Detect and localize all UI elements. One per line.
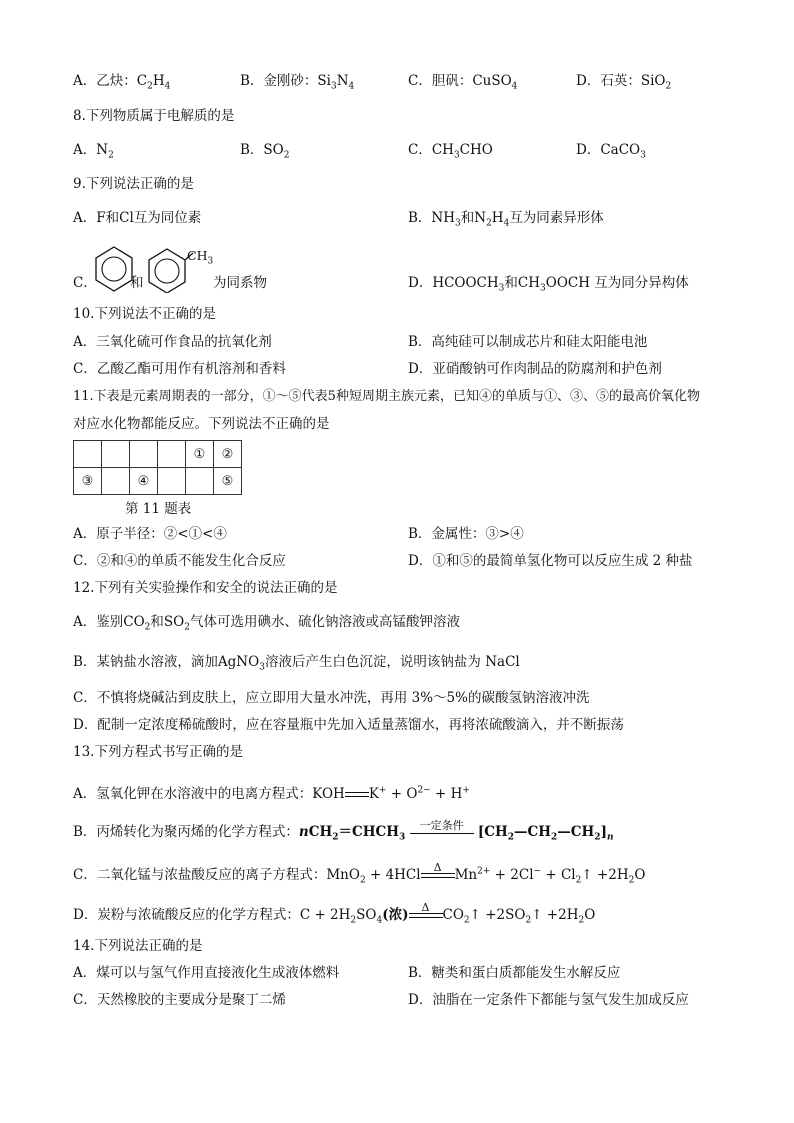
q7-option-b: B．金刚砂：$Si_3N_4$ [240,73,355,92]
q10-option-b: B．高纯硅可以制成芯片和硅太阳能电池 [408,334,648,350]
pt-cell: ④ [130,468,158,495]
q14-stem: 14.下列说法正确的是 [73,938,203,954]
pt-cell: ② [214,441,242,468]
heat-equals-sign: Δ [421,862,455,878]
q9-stem: 9.下列说法正确的是 [73,176,194,192]
q13-stem: 13.下列方程式书写正确的是 [73,744,243,760]
q11-stem-line2: 对应水化物都能反应。下列说法不正确的是 [73,416,330,432]
q13-option-b: B．丙烯转化为聚丙烯的化学方程式：$nCH_2=CHCH_3$ 一定条件 $[CH_2—CH_2—CH_2]_n$ [73,818,614,843]
pt-cell [158,441,186,468]
q11-stem-line1: 11.下表是元素周期表的一部分，①～⑤代表5种短周期主族元素，已知④的单质与①、③、⑤的最高价氧化物 [73,389,700,404]
q11-option-a: A．原子半径：②<①<④ [73,526,227,542]
table-caption: 第 11 题表 [125,501,192,517]
q10-option-d: D．亚硝酸钠可作肉制品的防腐剂和护色剂 [408,361,662,377]
q11-option-b: B．金属性：③>④ [408,526,524,542]
pt-cell [74,441,102,468]
q8-option-c: C．$CH_3CHO$ [408,142,493,161]
q9-option-c-text: 为同系物 [213,275,267,291]
q12-option-b: B．某钠盐水溶液，滴加AgNO$_3$溶液后产生白色沉淀，说明该钠盐为 NaCl [73,654,520,673]
q10-stem: 10.下列说法不正确的是 [73,306,216,322]
pt-cell [102,441,130,468]
heat-equals-sign: Δ [409,902,443,918]
methyl-group-label: $CH_3$ [187,248,214,267]
q12-option-c: C．不慎将烧碱沾到皮肤上，应立即用大量水冲洗，再用 3%～5%的碳酸氢钠溶液冲洗 [73,690,590,706]
q8-stem: 8.下列物质属于电解质的是 [73,108,235,124]
q14-option-c: C．天然橡胶的主要成分是聚丁二烯 [73,992,286,1008]
q7-option-a: A．乙炔：$C_2H_4$ [73,73,171,92]
q11-option-d: D．①和⑤的最简单氢化物可以反应生成 2 种盐 [408,553,693,569]
q9-option-a: A．F和Cl互为同位素 [73,210,202,226]
reaction-arrow: 一定条件 [410,820,474,834]
q13-option-c: C．二氧化锰与浓盐酸反应的离子方程式：MnO$_2$ + 4HCl Δ $Mn^{2+} + 2Cl^-$ + $Cl_2↑ +2H_2O$ [73,860,646,886]
q9-option-c-label: C． [73,275,97,291]
pt-cell [186,468,214,495]
q8-option-d: D．CaCO$_3$ [576,142,646,161]
q14-option-a: A．煤可以与氢气作用直接液化生成液体燃料 [73,965,340,981]
q10-option-c: C．乙酸乙酯可用作有机溶剂和香料 [73,361,286,377]
q7-option-d: D．石英：SiO$_2$ [576,73,672,92]
pt-cell [130,441,158,468]
q13-option-d: D．炭粉与浓硫酸反应的化学方程式：$C + 2H_2SO_4$(浓) Δ $CO_2↑$ $+2SO_2↑ +2H_2O$ [73,900,596,926]
q14-option-b: B．糖类和蛋白质都能发生水解反应 [408,965,621,981]
q8-option-b: B．$SO_2$ [240,142,290,161]
q7-option-c: C．胆矾：CuSO$_4$ [408,73,518,92]
pt-cell [158,468,186,495]
q8-option-a: A．$N_2$ [73,142,114,161]
pt-cell: ③ [74,468,102,495]
pt-cell: ① [186,441,214,468]
q12-option-d: D．配制一定浓度稀硫酸时，应在容量瓶中先加入适量蒸馏水，再将浓硫酸滴入，并不断振荡 [73,717,624,733]
pt-cell [102,468,130,495]
q14-option-d: D．油脂在一定条件下都能与氢气发生加成反应 [408,992,689,1008]
q13-option-a: A．氢氧化钾在水溶液中的电离方程式：KOH $K^+ + O^{2-} + H^+$ [73,785,470,802]
q11-option-c: C．②和④的单质不能发生化合反应 [73,553,286,569]
periodic-table-fragment [73,440,242,495]
q10-option-a: A．三氧化硫可作食品的抗氧化剂 [73,334,272,350]
q9-option-b: B．$NH_3$和$N_2H_4$互为同素异形体 [408,210,604,229]
q9-option-c-and: 和 [130,275,144,291]
equals-sign [345,792,369,797]
q9-option-d: D．$HCOOCH_3$和$CH_3OOCH$ 互为同分异构体 [408,275,689,294]
q12-stem: 12.下列有关实验操作和安全的说法正确的是 [73,580,338,596]
q12-option-a: A．鉴别$CO_2$和$SO_2$气体可选用碘水、硫化钠溶液或高锰酸钾溶液 [73,614,460,633]
pt-cell: ⑤ [214,468,242,495]
